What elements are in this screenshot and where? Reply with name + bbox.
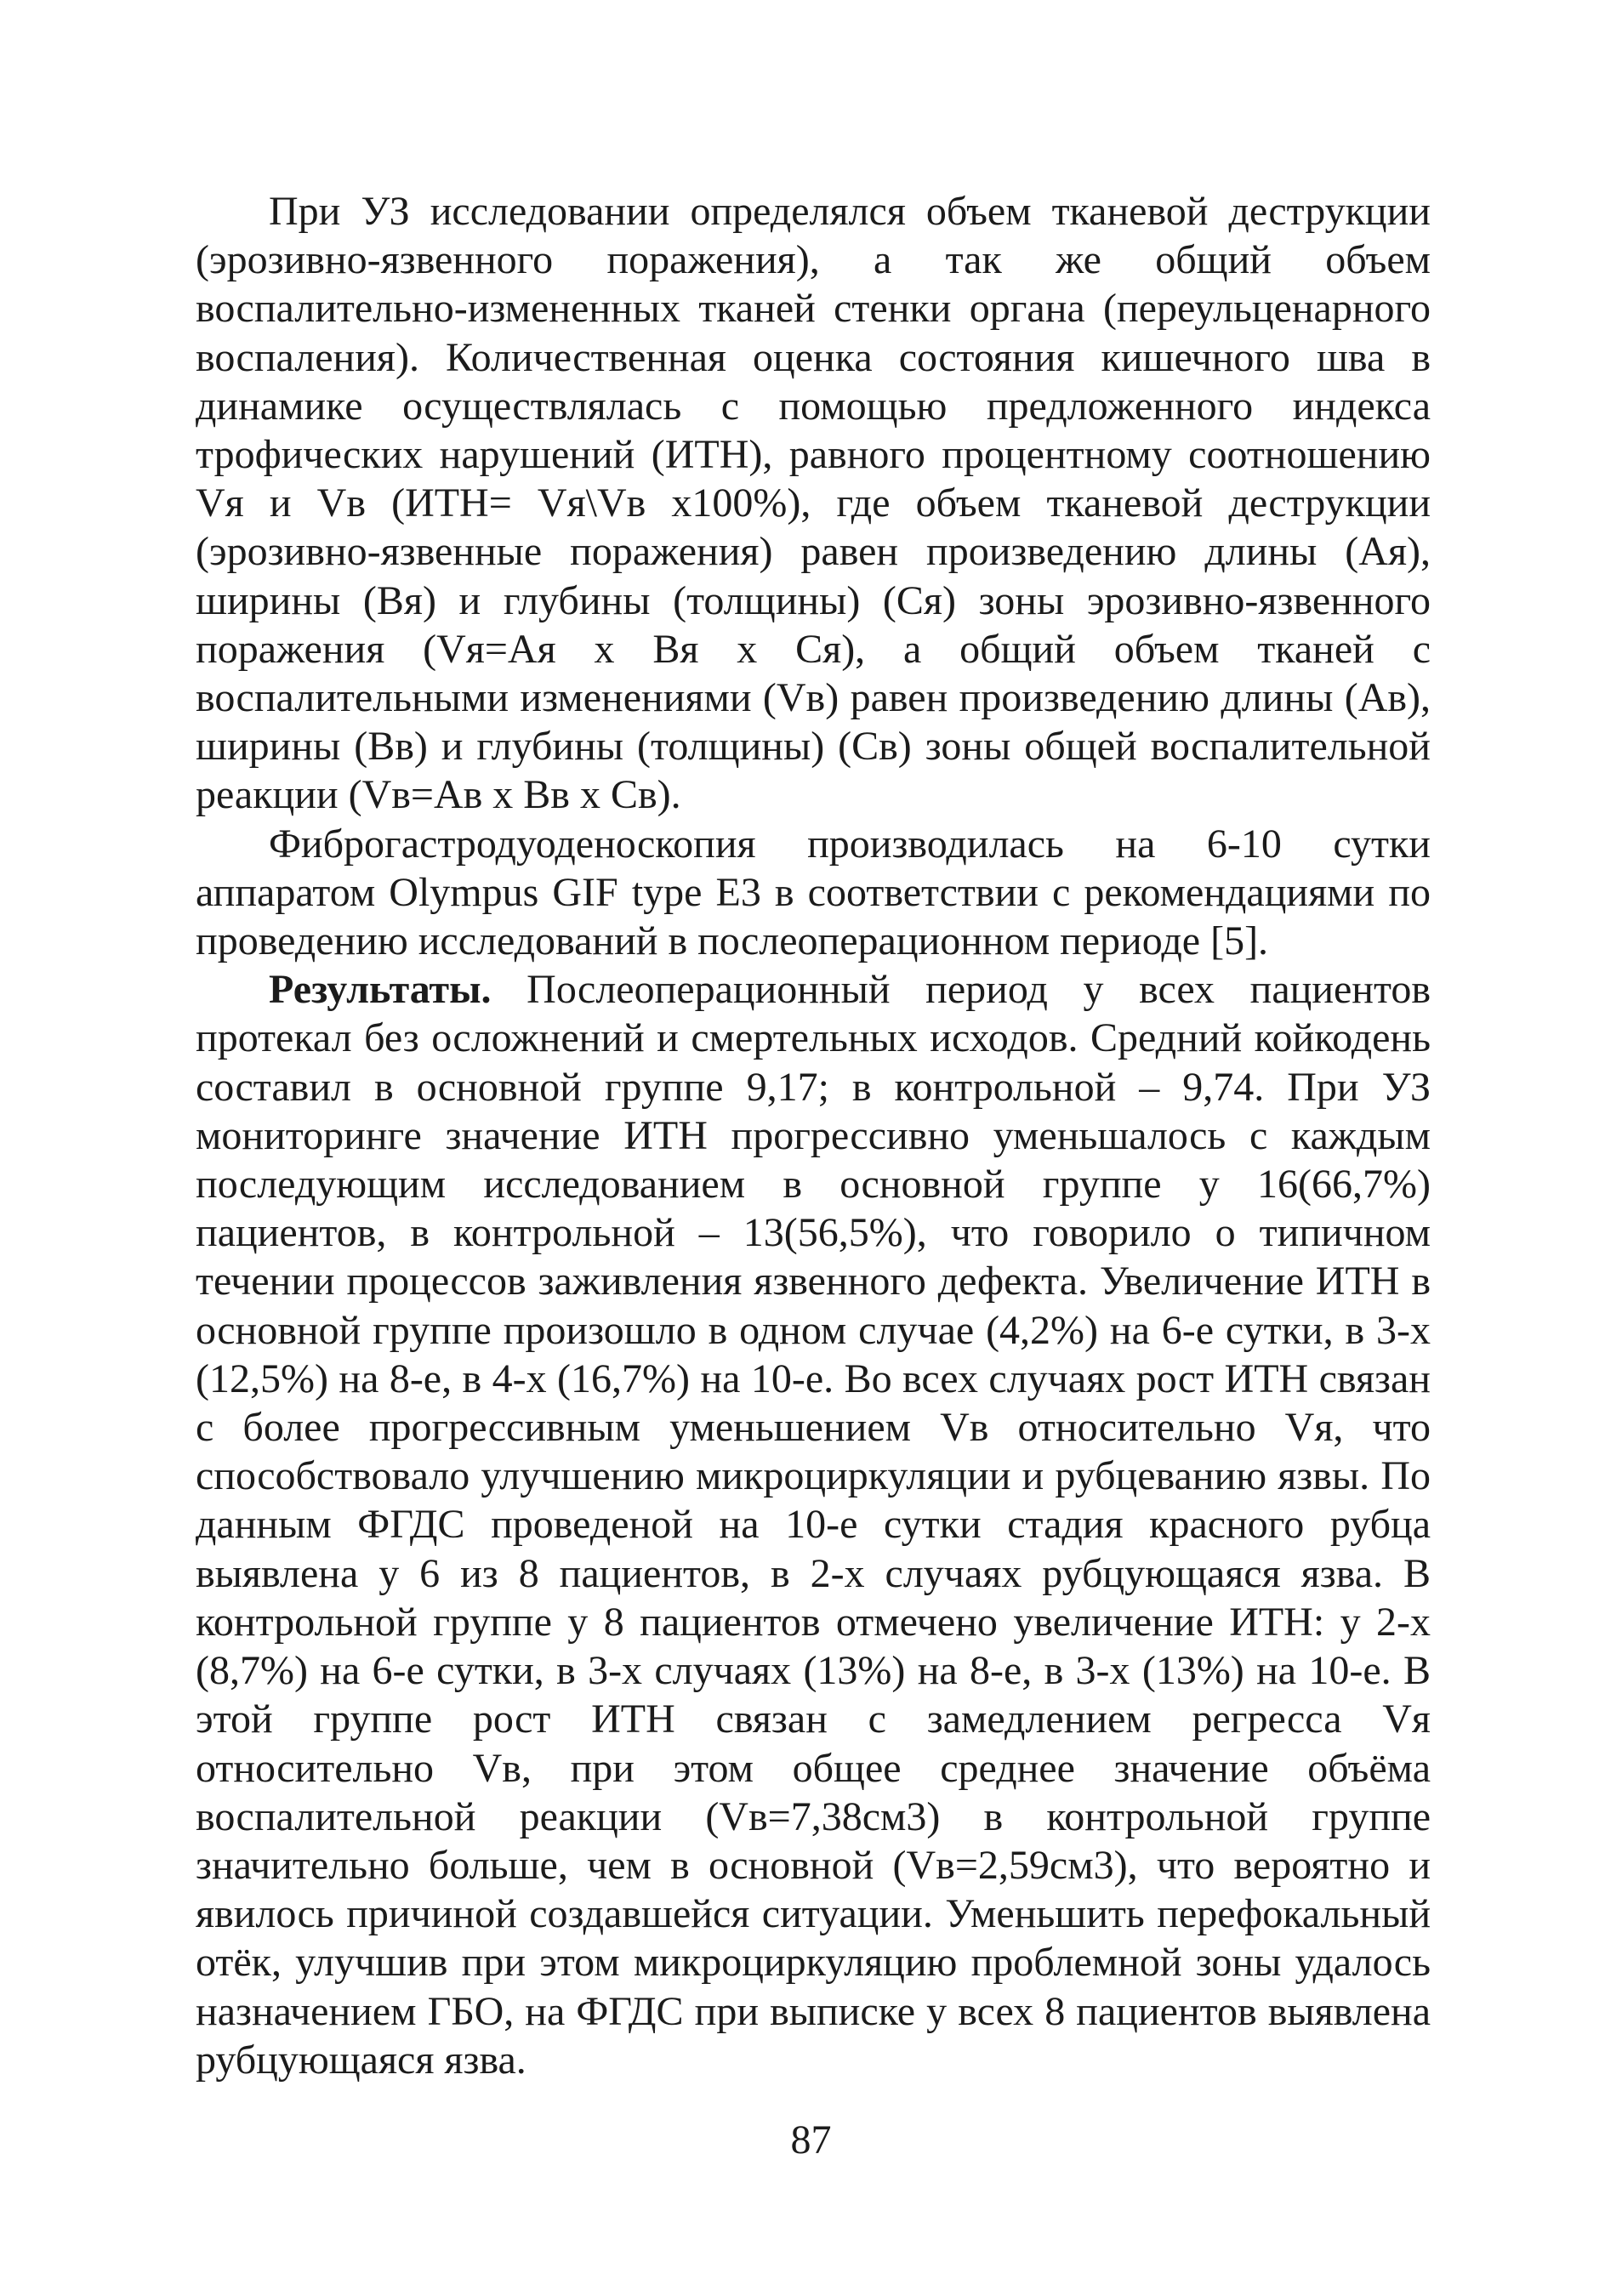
- paragraph-results: [196, 965, 1431, 2084]
- body-text: [196, 187, 1431, 2084]
- page-number: 87: [790, 2117, 832, 2162]
- paragraph-endoscopy-method: Фиброгастродуоденоскопия производилась на 6-10 сутки аппаратом Olympus GIF type E3 в соответствии с рекомендациями по проведению исследований в послеоперационном периоде [5].: [196, 821, 1431, 964]
- results-text: Послеоперационный период у всех пациентов протекал без осложнений и смертельных исходов. Средний койкодень составил в основной группе 9,17; в контрольной – 9,74. При УЗ мониторинге значение ИТН прогрессивно уменьшалось с каждым последующим исследованием в основной группе у 16(66,7%) пациентов, в контрольной – 13(56,5%), что говорило о типичном течении процессов заживления язвенного дефекта. Увеличение ИТН в основной группе произошло в одном случае (4,2%) на 6-е сутки, в 3-х (12,5%) на 8-е, в 4-х (16,7%) на 10-е. Во всех случаях рост ИТН связан с более прогрессивным уменьшением Vв относительно Vя, что способствовало улучшению микроциркуляции и рубцеванию язвы. По данным ФГДС проведеной на 10-е сутки стадия красного рубца выявлена у 6 из 8 пациентов, в 2-х случаях рубцующаяся язва. В контрольной группе у 8 пациентов отмечено увеличение ИТН: у 2-х (8,7%) на 6-е сутки, в 3-х случаях (13%) на 8-е, в 3-х (13%) на 10-е. В этой группе рост ИТН связан с замедлением регресса Vя относительно Vв, при этом общее среднее значение объёма воспалительной реакции (Vв=7,38см3) в контрольной группе значительно больше, чем в основной (Vв=2,59см3), что вероятно и явилось причиной создавшейся ситуации. Уменьшить перефокальный отёк, улучшив при этом микроциркуляцию проблемной зоны удалось назначением ГБО, на ФГДС при выписке у всех 8 пациентов выявлена рубцующаяся язва.: [196, 967, 1431, 2083]
- paragraph-ultrasound-method: При УЗ исследовании определялся объем тканевой деструкции (эрозивно-язвенного поражения), а так же общий объем воспалительно-измененных тканей стенки органа (переульценарного воспаления). Количественная оценка состояния кишечного шва в динамике осуществлялась с помощью предложенного индекса трофических нарушений (ИТН), равного процентному соотношению Vя и Vв (ИТН= Vя\Vв х100%), где объем тканевой деструкции (эрозивно-язвенные поражения) равен произведению длины (Ая), ширины (Вя) и глубины (толщины) (Ся) зоны эрозивно-язвенного поражения (Vя=Ая х Вя х Ся), а общий объем тканей с воспалительными изменениями (Vв) равен произведению длины (Ав), ширины (Вв) и глубины (толщины) (Св) зоны общей воспалительной реакции (Vв=Ав х Вв х Св).: [196, 189, 1431, 818]
- results-heading: Результаты.: [269, 967, 492, 1013]
